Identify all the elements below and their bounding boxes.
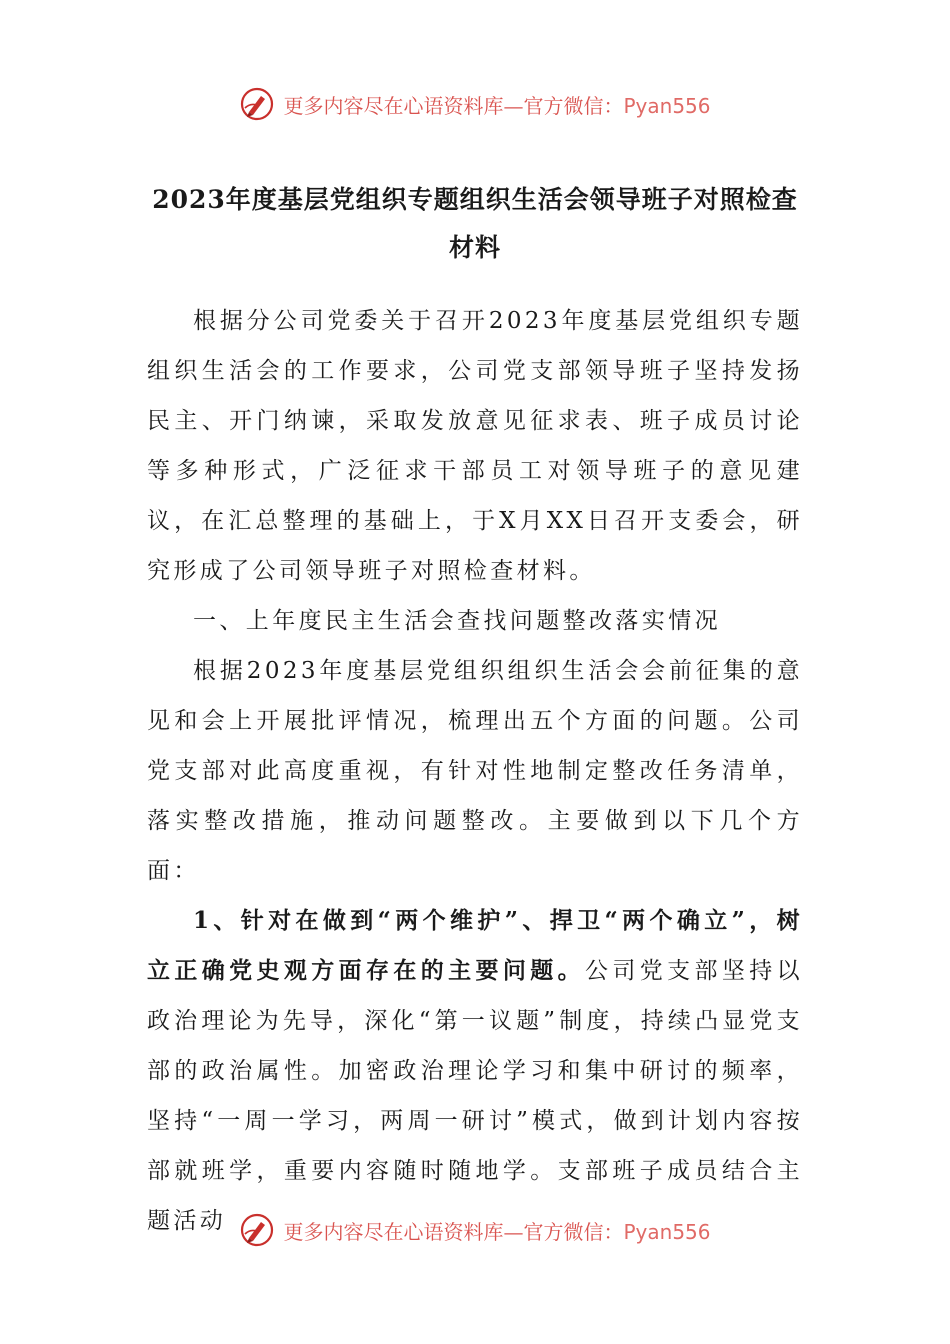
pen-logo-icon — [239, 86, 275, 122]
point-1-heading: 1、针对在做到“两个维护”、捍卫“两个确立”，树立正确党史观方面存在的主要问题。 — [147, 907, 803, 984]
pen-logo-icon — [239, 1212, 275, 1248]
watermark-text: 更多内容尽在心语资料库—官方微信：Pyan556 — [283, 93, 711, 118]
document-body — [147, 296, 803, 1246]
document-title: 2023年度基层党组织专题组织生活会领导班子对照检查材料 — [152, 185, 798, 262]
point-1-paragraph — [147, 896, 803, 1246]
footer-watermark — [0, 1210, 950, 1250]
watermark-text: 更多内容尽在心语资料库—官方微信：Pyan556 — [283, 1219, 711, 1244]
section-heading: 一、上年度民主生活会查找问题整改落实情况 — [193, 608, 721, 634]
point-1-body: 公司党支部坚持以政治理论为先导，深化“第一议题”制度，持续凸显党支部的政治属性。加密政治理论学习和集中研讨的频率，坚持“一周一学习，两周一研讨”模式，做到计划内容按部就班学，重要内容随时随地学。支部班子成员结合主题活动 — [147, 958, 803, 1234]
intro-paragraph: 根据分公司党委关于召开2023年度基层党组织专题组织生活会的工作要求，公司党支部领导班子坚持发扬民主、开门纳谏，采取发放意见征求表、班子成员讨论等多种形式，广泛征求干部员工对领导班子的意见建议，在汇总整理的基础上，于X月XX日召开支委会，研究形成了公司领导班子对照检查材料。 — [147, 308, 803, 584]
header-watermark — [0, 84, 950, 124]
body-paragraph: 根据2023年度基层党组织组织生活会会前征集的意见和会上开展批评情况，梳理出五个方面的问题。公司党支部对此高度重视，有针对性地制定整改任务清单，落实整改措施，推动问题整改。主要做到以下几个方面： — [147, 658, 803, 884]
